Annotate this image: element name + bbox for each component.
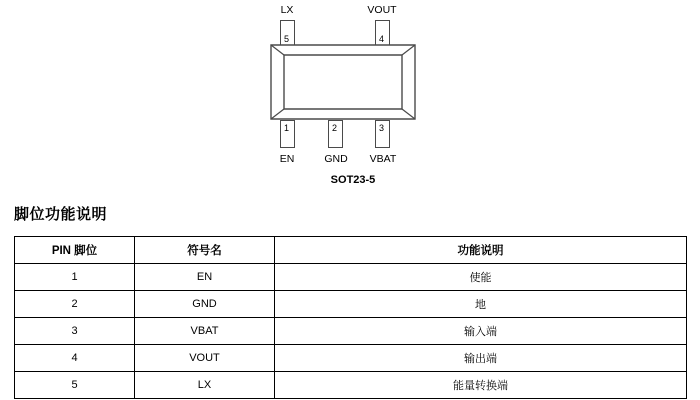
pin-number-5: 5 <box>284 34 290 44</box>
cell-function: 输出端 <box>275 345 687 372</box>
cell-symbol: VOUT <box>135 345 275 372</box>
pin-label-vout: VOUT <box>367 4 397 16</box>
column-header-function: 功能说明 <box>275 237 687 264</box>
pin-label-gnd: GND <box>324 153 348 165</box>
column-header-pin: PIN 脚位 <box>15 237 135 264</box>
table-row <box>15 372 687 399</box>
pin-number-3: 3 <box>379 123 385 133</box>
pin-label-vbat: VBAT <box>369 153 397 165</box>
cell-symbol: EN <box>135 264 275 291</box>
cell-pin: 2 <box>15 291 135 318</box>
cell-pin: 3 <box>15 318 135 345</box>
pin-number-4: 4 <box>379 34 385 44</box>
cell-symbol: GND <box>135 291 275 318</box>
package-body <box>270 44 416 120</box>
table-row <box>15 264 687 291</box>
cell-pin: 5 <box>15 372 135 399</box>
pin-number-1: 1 <box>284 123 290 133</box>
table-row <box>15 318 687 345</box>
cell-function: 地 <box>275 291 687 318</box>
sot23-5-drawing <box>258 4 448 194</box>
cell-symbol: VBAT <box>135 318 275 345</box>
pin-number-2: 2 <box>332 123 338 133</box>
cell-pin: 1 <box>15 264 135 291</box>
pin-lead-1 <box>280 120 295 148</box>
pin-lead-3 <box>375 120 390 148</box>
pin-lead-2 <box>328 120 343 148</box>
cell-symbol: LX <box>135 372 275 399</box>
table-header-row <box>15 237 687 264</box>
cell-function: 使能 <box>275 264 687 291</box>
package-figure <box>0 0 700 196</box>
pin-function-table <box>14 236 687 399</box>
cell-function: 输入端 <box>275 318 687 345</box>
cell-function: 能量转换端 <box>275 372 687 399</box>
table-row <box>15 291 687 318</box>
column-header-symbol: 符号名 <box>135 237 275 264</box>
cell-pin: 4 <box>15 345 135 372</box>
section-heading: 脚位功能说明 <box>14 206 108 223</box>
table-row <box>15 345 687 372</box>
pin-label-lx: LX <box>280 4 294 16</box>
pin-label-en: EN <box>279 153 295 165</box>
package-caption: SOT23-5 <box>330 174 376 186</box>
